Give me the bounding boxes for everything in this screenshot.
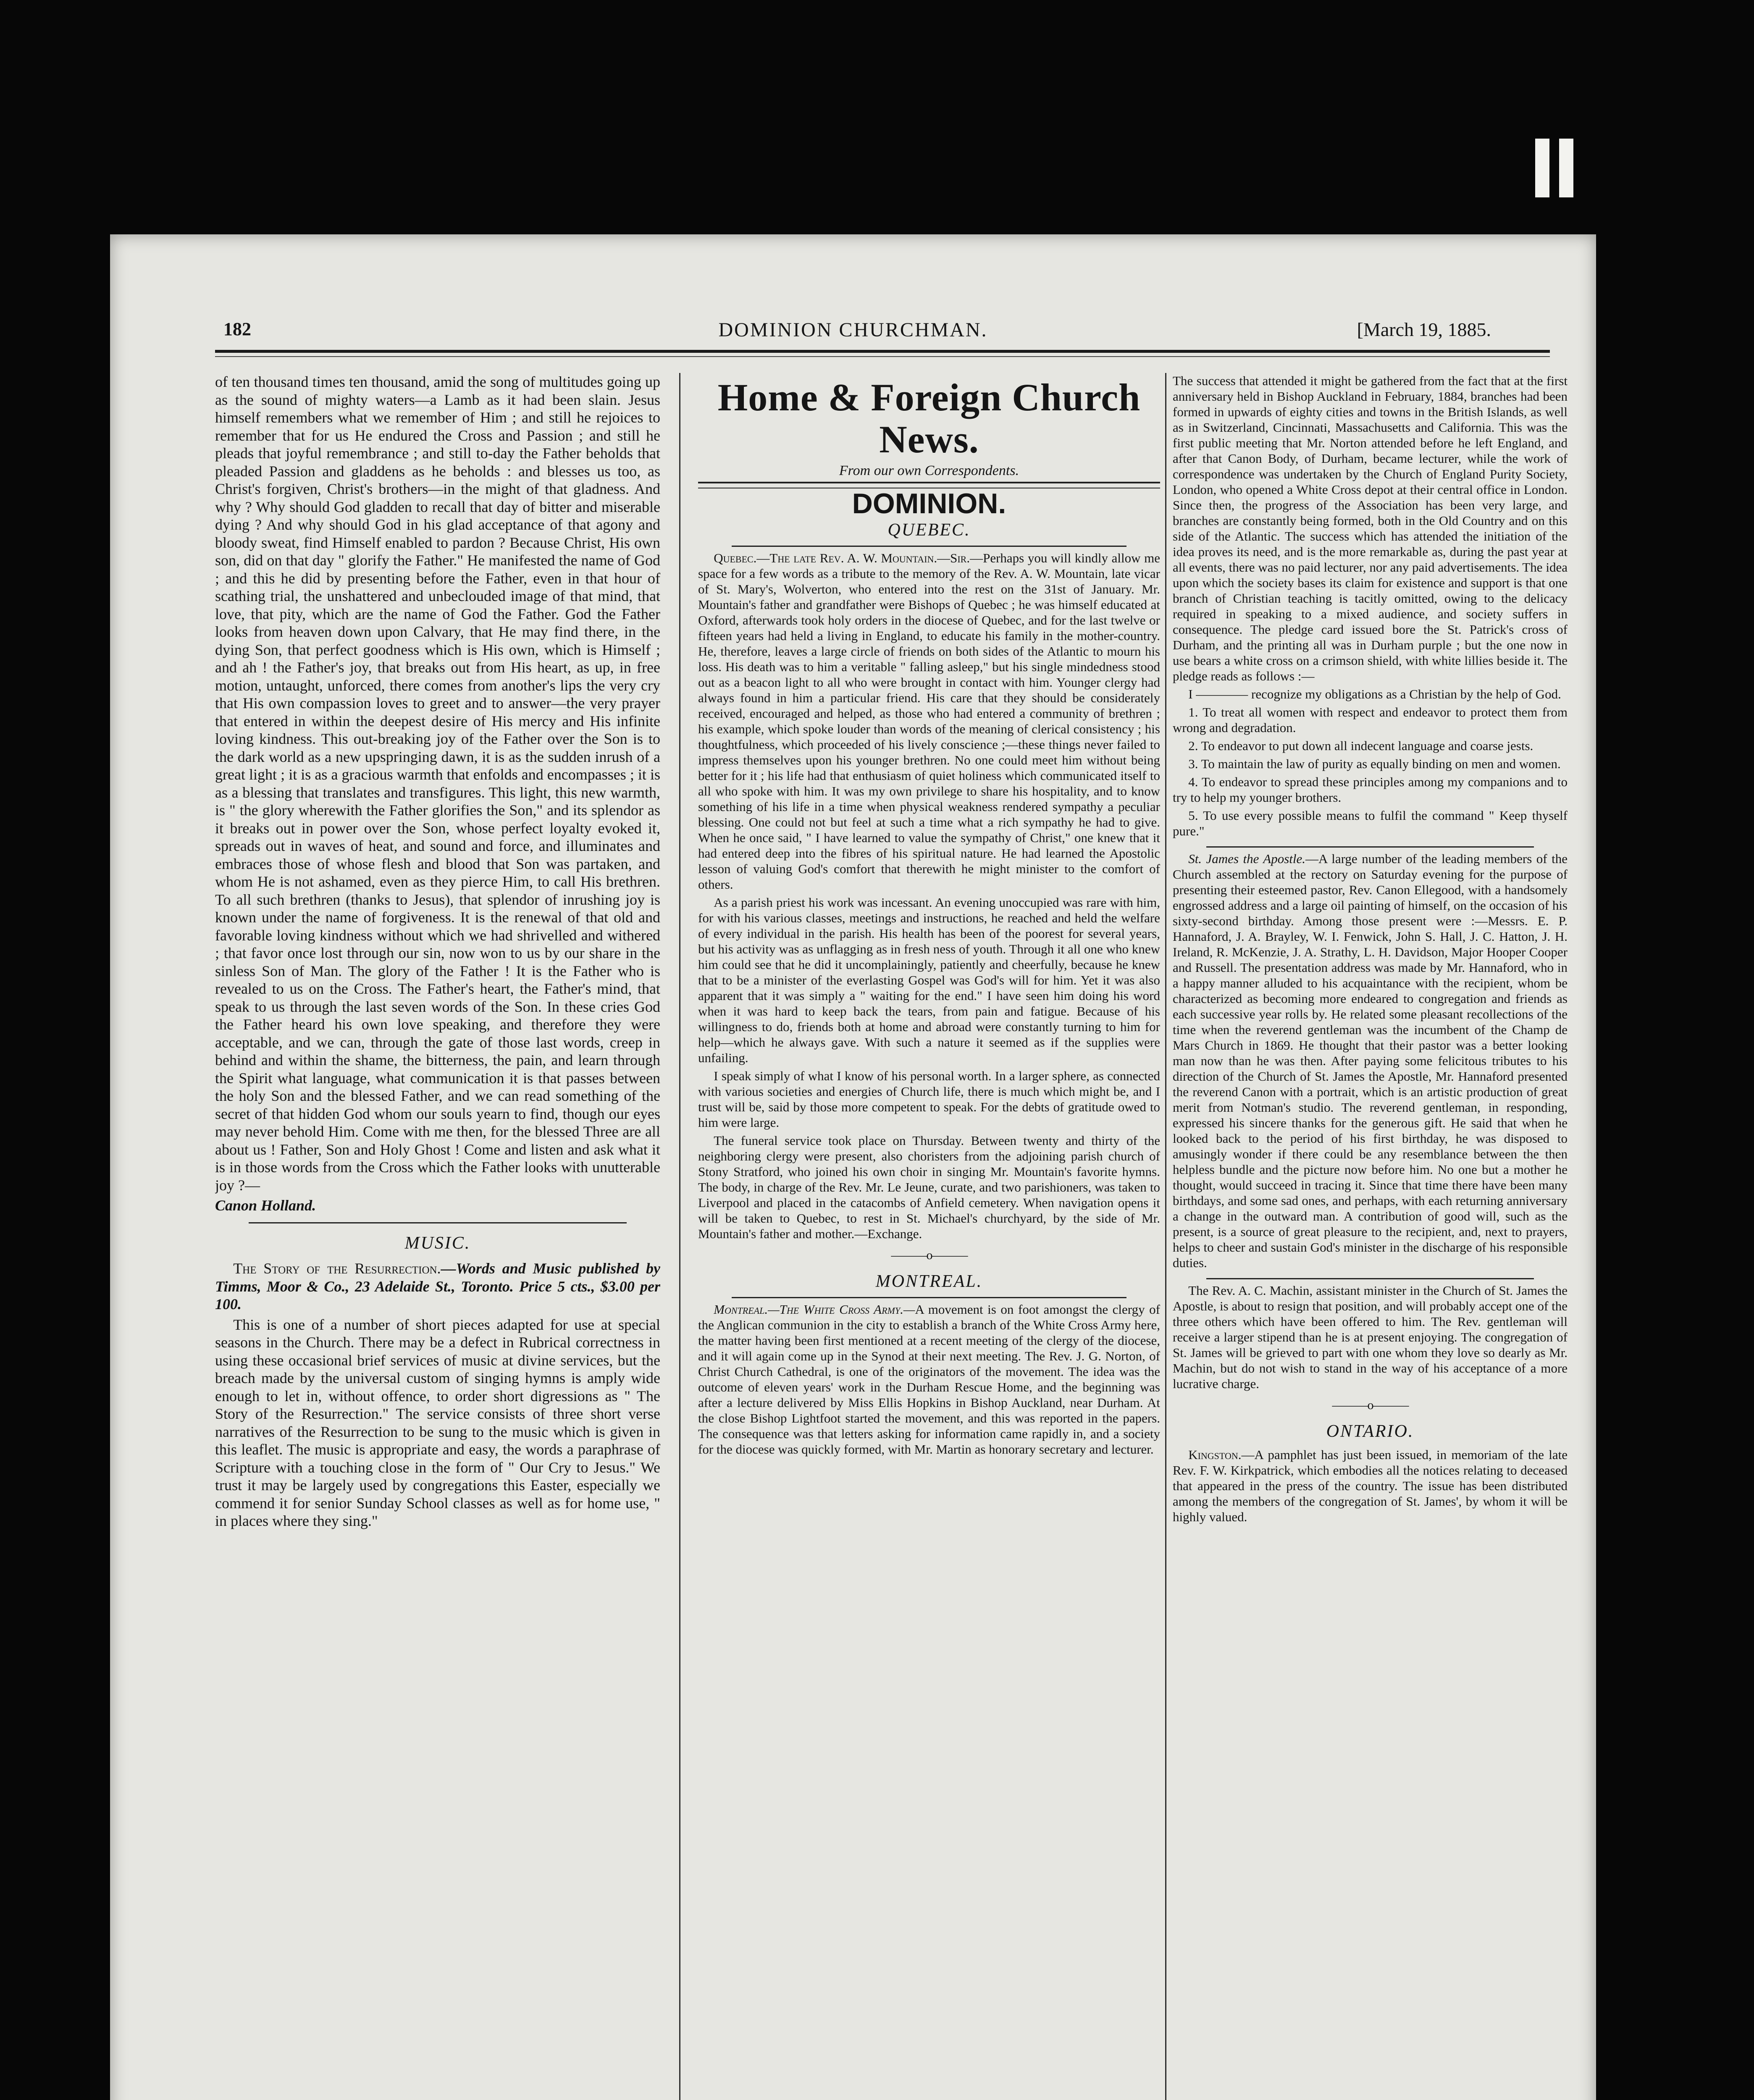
st-james-lead: St. James the Apostle. — [1188, 851, 1306, 866]
kingston-paragraph: —A pamphlet has just been issued, in memoriam of the late Rev. F. W. Kirkpatrick, which embodies all the notices relating to deceased that appeared in the press of the country. The issue has been distributed among the members of the congregation of St. James', by whom it will be highly valued. — [1173, 1447, 1568, 1524]
column-3 — [1173, 373, 1568, 2100]
column-1 — [215, 373, 660, 2100]
page-number: 182 — [223, 319, 251, 339]
section-rule — [1206, 1278, 1534, 1279]
ornament-divider: ———o——— — [891, 1248, 967, 1262]
montreal-lead: Montreal.—The White Cross Army.— — [714, 1302, 915, 1317]
section-rule — [732, 1297, 1126, 1298]
quebec-paragraph-4: The funeral service took place on Thursday. Between twenty and thirty of the neighboring clergy were present, also choristers from the adjoining parish church of Stony Stratford, who joined his own choir in singing Mr. Mountain's favorite hymns. The body, in charge of the Rev. Mr. Le Jeune, curate, and two parishioners, was taken to Liverpool and placed in the catacombs of Anfield cemetery. When navigation opens it will be taken to Quebec, to rest in St. Michael's churchyard, by the side of Mr. Mountain's father and mother.—Exchange. — [698, 1133, 1160, 1241]
pledge-item-5: 5. To use every possible means to fulfil the command " Keep thyself pure." — [1173, 808, 1568, 838]
music-item-publisher: —Words and Music published by Timms, Moor & Co., 23 Adelaide St., Toronto. Price 5 cts., $3.00 per 100. — [215, 1260, 660, 1312]
ontario-heading: ONTARIO. — [1326, 1422, 1414, 1441]
montreal-heading: MONTREAL. — [875, 1272, 983, 1291]
masthead: Home & Foreign Church News. — [717, 376, 1141, 461]
scan-mark-top-right-2 — [1559, 139, 1573, 197]
section-rule — [249, 1222, 627, 1223]
column-2 — [698, 373, 1160, 2100]
section-rule — [732, 546, 1126, 547]
header-rule — [215, 350, 1550, 353]
dominion-heading: DOMINION. — [852, 488, 1006, 520]
music-item-title: The Story of the Resurrection. — [233, 1260, 441, 1277]
page-header — [110, 234, 1596, 341]
montreal-paragraph: A movement is on foot amongst the clergy of the Anglican communion in the city to establish a branch of the White Cross Army here, the matter having been first mentioned at a recent meeting of the clergy of the diocese, and it will again come up in the Synod at their next meeting. The Rev. J. G. Norton, of Christ Church Cathedral, is one of the originators of the movement. The idea was the outcome of eleven years' work in the Durham Rescue Home, and the beginning was after a lecture delivered by Miss Ellis Hopkins in Bishop Auckland, near Durham. At the close Bishop Lightfoot started the movement, and this was reported in the papers. The consequence was that letters asking for information came rapidly in, and a society for the diocese was quickly formed, with Mr. Martin as honorary secretary and lecturer. — [698, 1302, 1160, 1457]
column-divider-1 — [679, 373, 680, 2100]
machin-paragraph: The Rev. A. C. Machin, assistant minister in the Church of St. James the Apostle, is about to resign that position, and will probably accept one of the three others which have been offered to him. The Rev. gentleman will receive a larger stipend than he is at present enjoying. The congregation of St. James will be grieved to part with one whom they love so dearly as Mr. Machin, but do not wish to stand in the way of his acceptance of a more lucrative charge. — [1173, 1283, 1568, 1391]
music-heading: MUSIC. — [404, 1233, 471, 1253]
quebec-paragraph-2: As a parish priest his work was incessant. An evening unoccupied was rare with him, for with his various classes, meetings and instructions, he reached and held the welfare of every individual in the parish. His health has been of the poorest for several years, but his activity was as unflagging as in fresh ness of youth. Through it all one who knew him could see that he did it uncomplainingly, patiently and cheerfully, because he knew that to be a minister of the everlasting Gospel was God's will for him. Yet it was also apparent that it was simply a " waiting for the end." I have seen him doing his word when it was hard to keep back the tears, from pain and fatigue. Because of his willingness to do, friends both at home and abroad were constantly turning to him for help—which he always gave. With such a nature it seemed as if the supplies were unfailing. — [698, 895, 1160, 1065]
publication-title: DOMINION CHURCHMAN. — [718, 319, 988, 341]
from-correspondents: From our own Correspondents. — [839, 463, 1019, 478]
pledge-item-3: 3. To maintain the law of purity as equally binding on men and women. — [1188, 756, 1561, 771]
newspaper-page — [110, 234, 1596, 2100]
pledge-intro: I ———— recognize my obligations as a Christian by the help of God. — [1188, 687, 1561, 701]
sermon-signature: Canon Holland. — [215, 1197, 316, 1214]
quebec-paragraph-3: I speak simply of what I know of his personal worth. In a larger sphere, as connected with various societies and energies of Church life, there is much which might be, and I trust will be, said by those more competent to speak. For the debts of gratitude owed to him were large. — [698, 1068, 1160, 1130]
white-cross-paragraph: The success that attended it might be gathered from the fact that at the first anniversary held in Bishop Auckland in February, 1884, branches had been formed in upwards of eighty cities and towns in the British Islands, as well as in Switzerland, Cincinnati, Massachusetts and California. This was the first public meeting that Mr. Norton attended before he left England, and after that Canon Body, of Durham, became lecturer, while the work of correspondence was undertaken by the Church of England Purity Society, London, who opened a White Cross depot at their central office in London. Since then, the progress of the Association has been very large, and branches are constantly being formed, both in the Old Country and on this side of the Atlantic. The success which has attended the initiation of the idea proves its need, and is the more remarkable as, during the past year at all events, there was no paid lecturer, nor any paid advertisements. The idea upon which the society bases its claim for existence and support is that one branch of Christian teaching is tacitly omitted, owing to the delicacy required in speaking to a mixed audience, and society suffers in consequence. The pledge card issued bore the St. Patrick's cross of Durham, and the printing all was in Durham purple ; but the one now in use bears a white cross on a crimson shield, with white lillies beside it. The pledge reads as follows :— — [1173, 373, 1568, 683]
column-divider-2 — [1165, 373, 1166, 2100]
pledge-item-4: 4. To endeavor to spread these principles among my companions and to try to help my younger brothers. — [1173, 774, 1568, 805]
scan-mark-top-right — [1535, 139, 1549, 197]
kingston-lead: Kingston. — [1188, 1447, 1242, 1462]
ornament-divider: ———o——— — [1332, 1398, 1408, 1412]
section-rule — [1206, 846, 1534, 848]
quebec-lead: Quebec.—The late Rev. A. W. Mountain.—Sir.— — [714, 551, 983, 565]
st-james-paragraph: —A large number of the leading members of the Church assembled at the rectory on Saturday evening for the purpose of presenting their esteemed pastor, Rev. Canon Ellegood, with a handsomely engrossed address and a large oil painting of himself, on the occasion of his sixty-second birthday. Among those present were :—Messrs. E. P. Hannaford, J. A. Brayley, W. I. Fenwick, John S. Hall, J. C. Hatton, J. H. Ireland, R. McKenzie, J. A. Strathy, L. H. Davidson, Major Hooper Cooper and Russell. The presentation address was made by Mr. Hannaford, who in a happy manner alluded to his acquaintance with the recipient, whom be characterized as becoming more endeared to congregation and friends as each successive year rolls by. He related some pleasant recollections of the time when the reverend gentleman was the incumbent of the Champ de Mars Church in 1869. He thought that their pastor was a better looking man now than he was then. After paying some felicitous tributes to his direction of the Church of St. James the Apostle, Mr. Hannaford presented the reverend Canon with a portrait, which is an artistic production of great merit from Notman's studio. The reverend gentleman, in responding, expressed his sincere thanks for the generous gift. He said that when he looked back to the period of his first birthday, he was disposed to amusingly wonder if there could be any resemblance between the then helpless bundle and the picture now before him. No one but a mother he thought, would succeed in tracing it. Since that time there have been many birthdays, and some sad ones, and perhaps, with each returning anniversary a change in the outward man. A contribution of good will, such as the present, is a source of great pleasure to the recipient, and, next to prayers, helps to cheer and sustain God's minister in the discharge of his responsible duties. — [1173, 851, 1568, 1270]
header-rule-thin — [215, 356, 1550, 357]
quebec-heading: QUEBEC. — [888, 520, 971, 540]
issue-date: [March 19, 1885. — [1357, 319, 1491, 340]
quebec-paragraph-1: Perhaps you will kindly allow me space for a few words as a tribute to the memory of the Rev. A. W. Mountain, late vicar of St. Mary's, Wolverton, who entered into the rest on the 31st of January. Mr. Mountain's father and grandfather were Bishops of Quebec ; he was himself educated at Oxford, afterwards took holy orders in the diocese of Quebec, and for the last twelve or fifteen years had held a living in England, to educate his family in the mother-country. He, therefore, leaves a large circle of friends on both sides of the Atlantic to mourn his loss. His death was to him a veritable " falling asleep," but his single mindedness stood out as a beacon light to all who were brought in contact with him. Younger clergy had always found in him a particular friend. His care that they should be considerately received, encouraged and helped, as those who had entered a community of brethren ; his example, which spoke louder than words of the meaning of clerical consistency ; his thoughtfulness, which proceeded of his lively conscience ;—these things never failed to impress themselves upon his younger brethren. No one could meet him without being better for it ; his life had that enthusiasm of quiet holiness which communicated itself to all who spoke with him. It was my own privilege to share his hospitality, and to know something of his life in a time when physical weakness rendered sympathy a peculiar blessing. One could not but feel at such a time what a rich sympathy he had to give. When he once said, " I have learned to value the sympathy of Christ," one knew that it had entered deep into the fibres of his spiritual nature. He had learned the Apostolic lesson of valuing God's comfort that therewith he might minister to the comfort of others. — [698, 551, 1160, 892]
pledge-item-2: 2. To endeavor to put down all indecent language and coarse jests. — [1188, 738, 1533, 753]
music-review: This is one of a number of short pieces adapted for use at special seasons in the Church. There may be a defect in Rubrical correctness in using these occasional brief services of music at divine services, but the breach made by the universal custom of singing hymns is amply wide enough to let in, without offence, to order short digressions as " The Story of the Resurrection." The service consists of three short verse narratives of the Resurrection to be sung to the music which is given in this leaflet. The music is appropriate and easy, the words a paraphrase of Scripture with a touching close in the form of " Our Cry to Jesus." We trust it may be largely used by congregations this Easter, especially we commend it for senior Sunday School classes as well as for home use, " in places where they sing." — [215, 1316, 660, 1529]
sermon-paragraph: of ten thousand times ten thousand, amid the song of multitudes going up as the sound of mighty waters—a Lamb as it had been slain. Jesus himself remembers what we remember of Him ; and still he rejoices to remember that for us He endured the Cross and Passion ; and still he pleads that joyful remembrance ; and still to-day the Father beholds that pleaded Passion and gladdens as he beholds : and blesses us too, as Christ's forgiven, Christ's brothers—in the might of that gladness. And why ? Why should God gladden to recall that day of bitter and miserable dying ? And why should God in his glad acceptance of that agony and bloody sweat, find Himself enabled to pardon ? Because Christ, His own son, did on that day " glorify the Father." He manifested the name of God ; and this he did by presenting before the Father, even in that hour of scathing trial, the unshattered and unbeclouded image of that mind, that love, that pity, which are the name of God the Father. God the Father looks from heaven down upon Calvary, that He may find there, in the dying Son, that perfect goodness which is His own, which is Himself ; and ah ! the Father's joy, that breaks out from His heart, as up, in free motion, untaught, unforced, there comes from another's lips the very cry that His own compassion loves to greet and to answer—the very prayer that entered in within the deepest desire of His mercy and His infinite loving kindness. This out-breaking joy of the Father over the Son is to the dark world as a new upspringing dawn, it is as the sudden inrush of a great light ; it is as a gracious warmth that enfolds and encompasses ; it is as a blessing that translates and transfigures. This light, this new warmth, is " the glory wherewith the Father glorifies the Son," and its splendor as it breaks out in power over the Son, whose perfect loyalty evoked it, spreads out in waves of heat, and sound and force, and illuminates and embraces those of whose flesh and blood that Son was partaken, and whom He is not ashamed, even as they pierce Him, to call His brethren. To all such brethren (thanks to Jesus), that splendor of inrushing joy is known under the name of forgiveness. It is the renewal of that old and favorable loving kindness without which we had shrivelled and withered ; that favor once lost through our sin, now won to us by our share in the sinless Son of Man. The glory of the Father ! It is the Father who is revealed to us on the Cross. The Father's heart, the Father's mind, that speak to us through the last seven words of the Son. In these cries God the Father heard his own love speaking, and therefore they were acceptable, and we can, through the gate of those last words, creep in behind and within the shame, the bitterness, the pain, and learn through the Spirit what language, what communication it is that passes between the holy Son and the blessed Father, and we can read something of the secret of that hidden God whom our souls yearn to find, though our eyes may never behold Him. Come with me then, for the blessed Three are all about us ! Father, Son and Holy Ghost ! Come and listen and ask what it is in those words from the Cross which the Father looks with unutterable joy ?— — [215, 373, 660, 1194]
pledge-item-1: 1. To treat all women with respect and endeavor to protect them from wrong and degradation. — [1173, 705, 1568, 735]
